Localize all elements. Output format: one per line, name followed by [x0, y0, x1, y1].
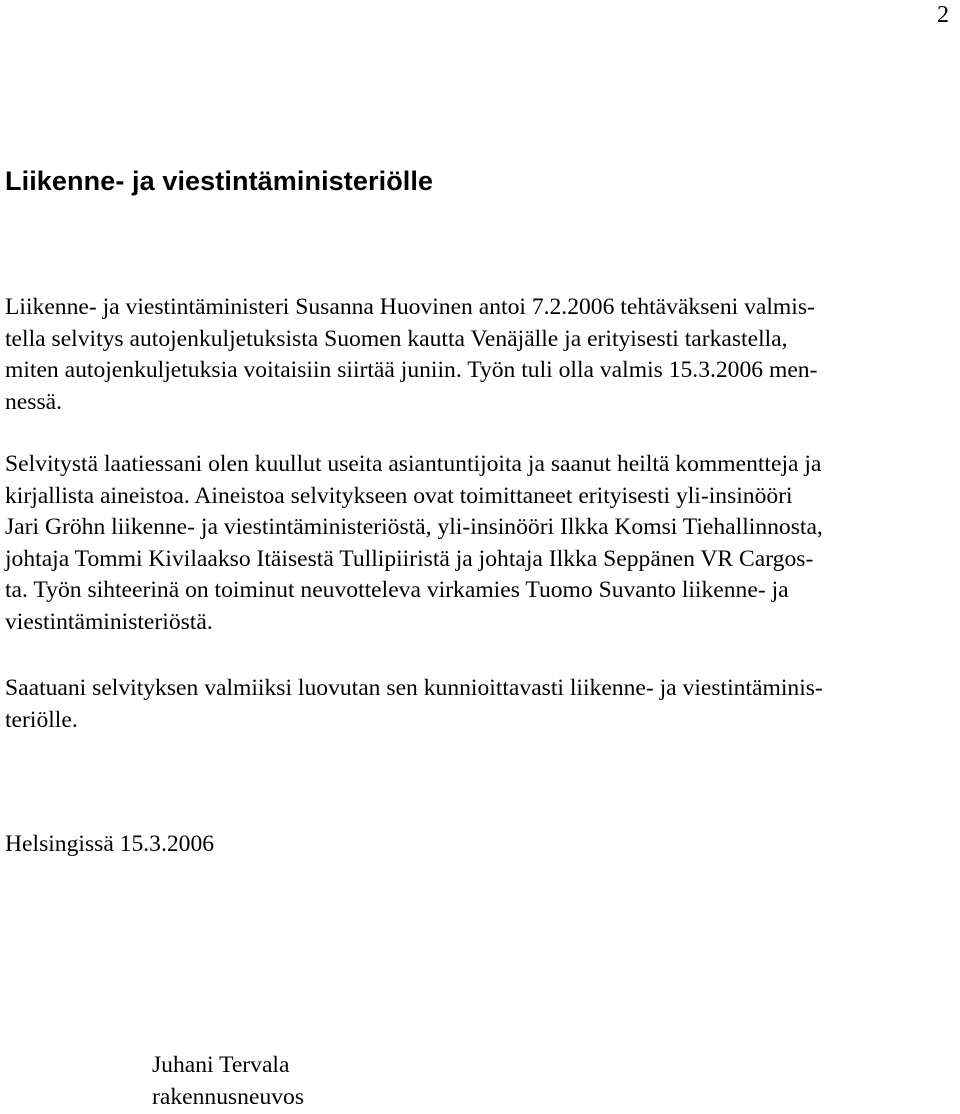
- signature-name: Juhani Tervala: [152, 1052, 290, 1078]
- paragraph-handover: [5, 673, 823, 736]
- text-line: Saatuani selvityksen valmiiksi luovutan sen kunnioittavasti liikenne- ja viestintäminis-: [5, 675, 823, 701]
- page-number: 2: [937, 2, 949, 28]
- text-line: Selvitystä laatiessani olen kuullut useita asiantuntijoita ja saanut heiltä kommentteja ja: [5, 451, 822, 477]
- text-line: ta. Työn sihteerinä on toiminut neuvotteleva virkamies Tuomo Suvanto liikenne- ja: [5, 577, 789, 603]
- text-line: viestintäministeriöstä.: [5, 608, 213, 635]
- paragraph-acknowledgements: [5, 449, 823, 638]
- text-line: johtaja Tommi Kivilaakso Itäisestä Tullipiiristä ja johtaja Ilkka Seppänen VR Cargos-: [5, 545, 814, 572]
- text-line: Jari Gröhn liikenne- ja viestintäministeriöstä, yli-insinööri Ilkka Komsi Tiehallinnosta,: [5, 514, 823, 540]
- place-date: Helsingissä 15.3.2006: [5, 831, 215, 857]
- text-line: Liikenne- ja viestintäministeri Susanna Huovinen antoi 7.2.2006 tehtäväkseni valmis-: [5, 294, 815, 320]
- addressee-heading: Liikenne- ja viestintäministeriölle: [5, 166, 434, 196]
- text-line: tella selvitys autojenkuljetuksista Suomen kautta Venäjälle ja erityisesti tarkastella,: [5, 325, 788, 352]
- signature-title: rakennusneuvos: [152, 1084, 305, 1110]
- text-line: kirjallista aineistoa. Aineistoa selvitykseen ovat toimittaneet erityisesti yli-insinööri: [5, 482, 793, 509]
- text-line: nessä.: [5, 388, 63, 415]
- text-line: miten autojenkuljetuksia voitaisiin siirtää juniin. Työn tuli olla valmis 15.3.2006 men-: [5, 357, 818, 383]
- paragraph-assignment: [5, 292, 817, 418]
- text-line: teriölle.: [5, 706, 78, 733]
